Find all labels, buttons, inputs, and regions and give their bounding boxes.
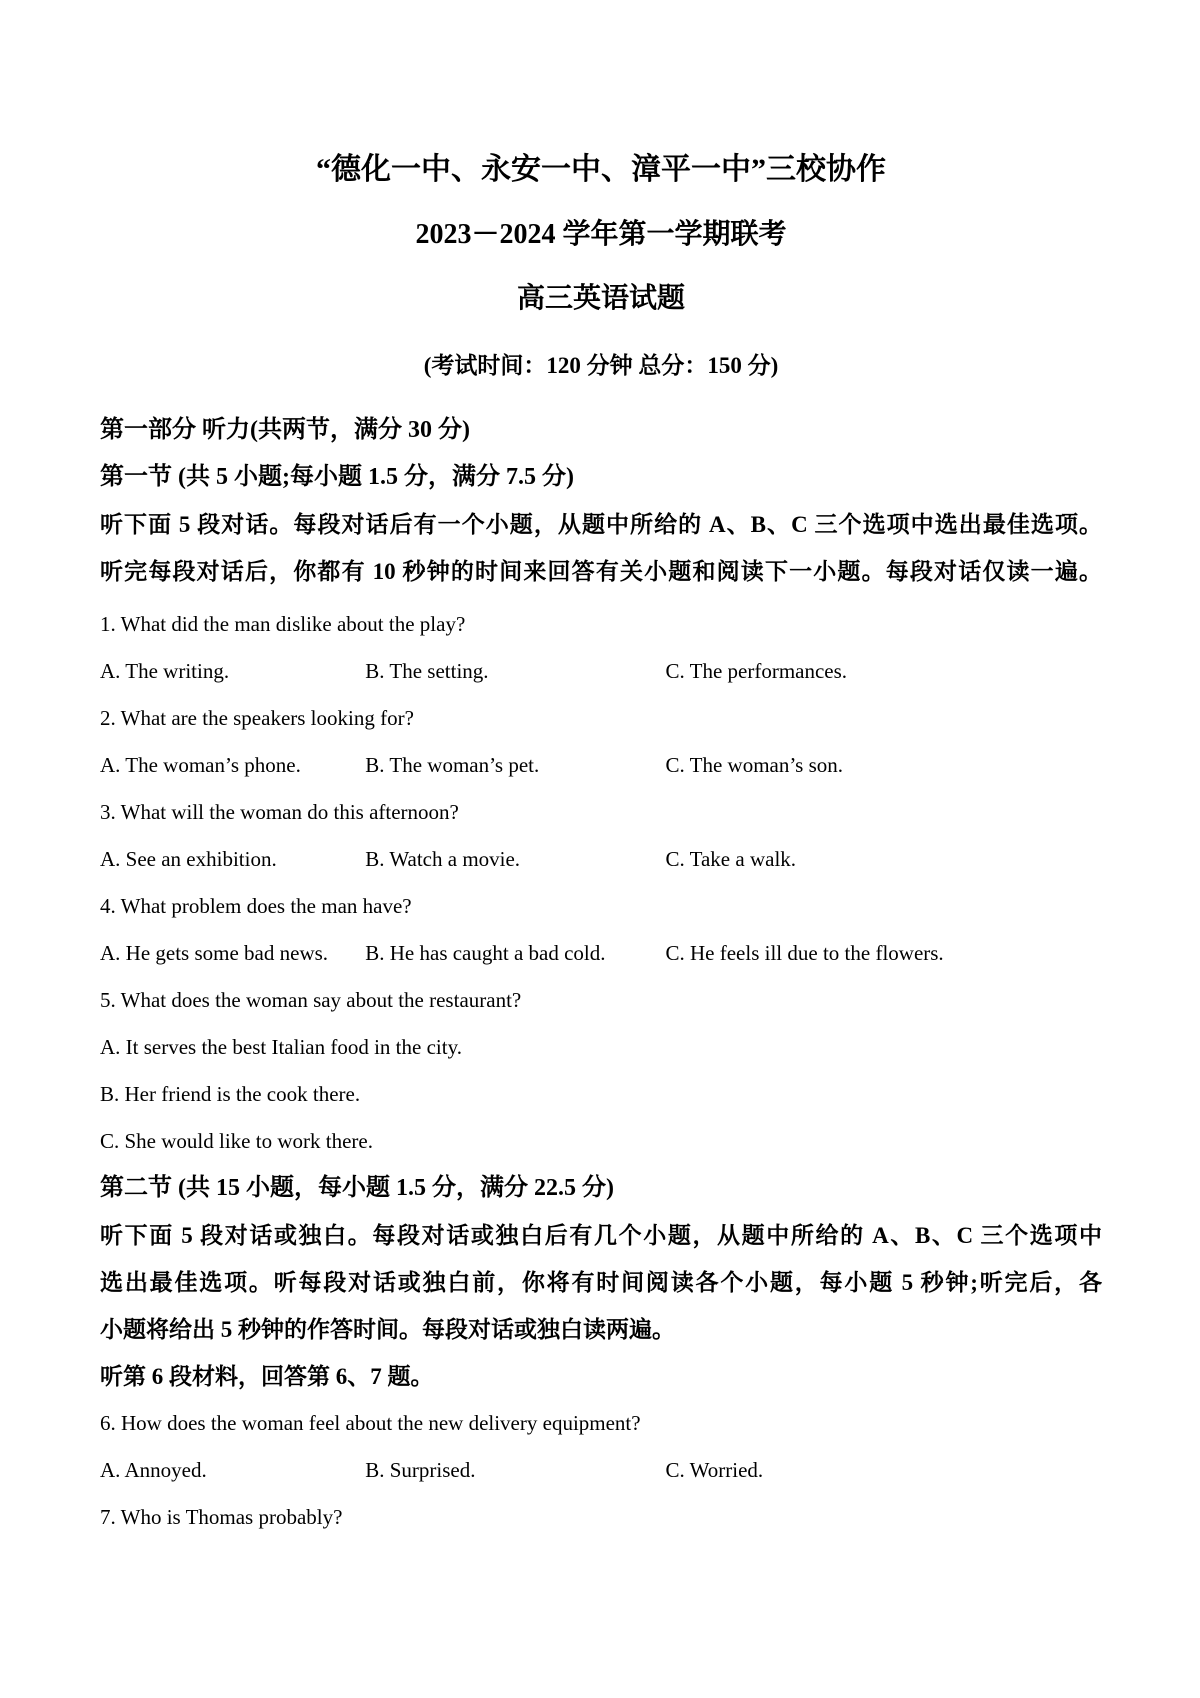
question-5-option-a: A. It serves the best Italian food in the city. [100,1035,462,1059]
question-2-option-a: A. The woman’s phone. [100,753,301,777]
question-6-option-c: C. Worried. [665,1458,764,1482]
question-1-option-b: B. The setting. [365,659,489,683]
question-1: 1. What did the man dislike about the play? [100,612,466,636]
question-7: 7. Who is Thomas probably? [100,1505,343,1529]
section1-instructions-line-2: 听完每段对话后，你都有 10 秒钟的时间来回答有关小题和阅读下一小题。每段对话仅读一遍。 [100,559,1102,584]
section2-instructions-line-3: 小题将给出 5 秒钟的作答时间。每段对话或独白读两遍。 [100,1317,675,1342]
material-note-6: 听第 6 段材料，回答第 6、7 题。 [100,1364,434,1389]
question-6: 6. How does the woman feel about the new delivery equipment? [100,1411,641,1435]
question-4-option-b: B. He has caught a bad cold. [365,941,606,965]
page-title: “德化一中、永安一中、漳平一中”三校协作 [316,153,886,186]
question-4: 4. What problem does the man have? [100,894,412,918]
section2-heading: 第二节 (共 15 小题，每小题 1.5 分，满分 22.5 分) [100,1175,614,1201]
question-2-options [100,742,1102,789]
question-5-option-b: B. Her friend is the cook there. [100,1082,361,1106]
exam-info: (考试时间：120 分钟 总分：150 分) [423,353,779,378]
question-4-option-c: C. He feels ill due to the flowers. [665,941,944,965]
question-4-options [100,930,1102,977]
question-6-option-b: B. Surprised. [365,1458,476,1482]
question-5-option-c: C. She would like to work there. [100,1129,373,1153]
section1-instructions-line-1: 听下面 5 段对话。每段对话后有一个小题，从题中所给的 A、B、C 三个选项中选出最佳选项。 [100,512,1102,537]
section2-instructions-line-1: 听下面 5 段对话或独白。每段对话或独白后有几个小题，从题中所给的 A、B、C 三个选项中 [100,1223,1102,1248]
question-6-options [100,1447,1102,1494]
exam-page [100,150,1102,1541]
question-2-option-c: C. The woman’s son. [665,753,844,777]
question-3-option-b: B. Watch a movie. [365,847,521,871]
term-title: 2023－2024 学年第一学期联考 [415,219,787,250]
question-6-option-a: A. Annoyed. [100,1458,207,1482]
question-3-options [100,836,1102,883]
question-4-option-a: A. He gets some bad news. [100,941,329,965]
part1-heading: 第一部分 听力(共两节，满分 30 分) [100,417,470,443]
question-1-option-a: A. The writing. [100,659,230,683]
question-3-option-c: C. Take a walk. [665,847,797,871]
subject-title: 高三英语试题 [516,283,685,314]
question-1-options [100,648,1102,695]
question-1-option-c: C. The performances. [665,659,848,683]
question-2: 2. What are the speakers looking for? [100,706,414,730]
section2-instructions-line-2: 选出最佳选项。听每段对话或独白前，你将有时间阅读各个小题，每小题 5 秒钟;听完后，各 [100,1270,1102,1295]
question-2-option-b: B. The woman’s pet. [365,753,540,777]
question-3-option-a: A. See an exhibition. [100,847,277,871]
section1-heading: 第一节 (共 5 小题;每小题 1.5 分，满分 7.5 分) [100,464,574,490]
question-5: 5. What does the woman say about the restaurant? [100,988,522,1012]
question-3: 3. What will the woman do this afternoon? [100,800,459,824]
